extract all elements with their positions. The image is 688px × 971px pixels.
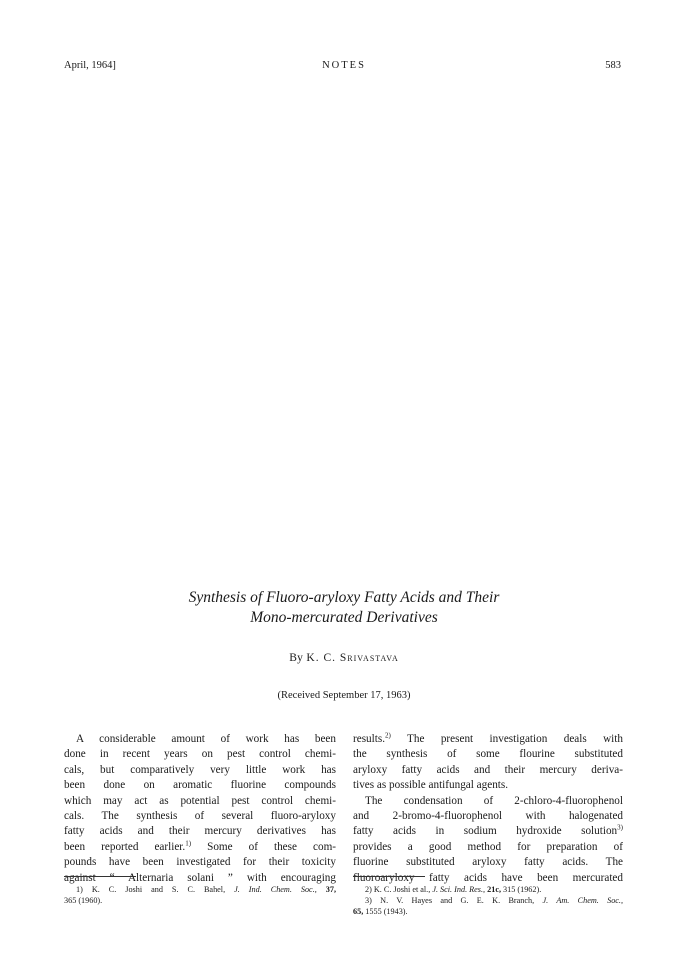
body-line: and 2-bromo-4-fluorophenol with halogenated	[353, 809, 623, 822]
footnote-authors: K. C. Joshi and S. C. Bahel,	[91, 885, 226, 894]
footnote-journal: J. Sci. Ind. Res.,	[432, 885, 486, 894]
body-column-right	[353, 732, 623, 886]
title-line-2: Mono-mercurated Derivatives	[250, 609, 438, 626]
body-line-with-ref	[353, 824, 623, 839]
title-line-1: Synthesis of Fluoro-aryloxy Fatty Acids and Their	[188, 589, 500, 606]
received-date: (Received September 17, 1963)	[277, 690, 411, 701]
footnote-journal: J. Am. Chem. Soc.,	[542, 896, 624, 905]
footnote-number: 3)	[365, 896, 372, 905]
body-line: done in recent years on pest control chemi-	[64, 748, 336, 761]
body-line: the synthesis of some flourine substituted	[353, 748, 623, 761]
author-byline	[0, 652, 688, 664]
running-header-date: April, 1964]	[64, 60, 116, 71]
footnotes-right	[353, 884, 623, 917]
body-line: aryloxy fatty acids and their mercury deriva-	[353, 763, 623, 776]
footnotes-left	[64, 884, 336, 906]
body-line-with-ref	[64, 840, 336, 855]
footnote-pages: 1555 (1943).	[365, 907, 408, 916]
footnote-rule-right	[353, 876, 425, 877]
body-line: fluoroaryloxy fatty acids have been mercurated	[353, 871, 623, 884]
body-line: tives as possible antifungal agents.	[353, 779, 509, 792]
body-line: fatty acids and their mercury derivatives has	[64, 825, 336, 838]
footnote-volume: 37,	[325, 885, 337, 894]
footnote-3	[353, 895, 623, 906]
body-line: fluorine substituted aryloxy fatty acids. The	[353, 856, 623, 869]
body-text: results.	[353, 733, 386, 745]
reference-mark: 1)	[185, 839, 192, 847]
footnote-2	[353, 884, 623, 895]
body-line: against “ Alternaria solani ” with encouraging	[64, 871, 336, 884]
body-text: fatty acids in sodium hydroxide solution	[353, 825, 618, 838]
reference-mark: 2)	[385, 731, 391, 740]
body-line: cals. The synthesis of several fluoro-aryloxy	[64, 809, 336, 822]
body-text: The present investigation deals with	[390, 733, 623, 745]
body-line: cals, but comparatively very little work has	[64, 763, 336, 776]
author-name: K. C. Srivastava	[306, 652, 399, 664]
body-line: been done on aromatic fluorine compounds	[64, 779, 336, 792]
footnote-rule-left	[64, 876, 136, 877]
byline-by: By	[289, 652, 304, 664]
running-header-section: NOTES	[322, 60, 366, 71]
body-line: which may act as potential pest control chemi-	[64, 794, 336, 807]
reference-mark: 3)	[617, 823, 623, 832]
body-line: The condensation of 2-chloro-4-fluorophenol	[365, 794, 623, 807]
footnote-journal: J. Ind. Chem. Soc.,	[234, 885, 317, 894]
body-text: Some of these com-	[191, 840, 336, 853]
page-number: 583	[605, 60, 621, 71]
footnote-3-cont	[353, 906, 623, 917]
footnote-authors: N. V. Hayes and G. E. K. Branch,	[380, 896, 535, 905]
body-line-with-ref	[353, 732, 623, 747]
footnote-authors: K. C. Joshi et al.,	[373, 885, 431, 894]
footnote-number: 1)	[76, 885, 83, 894]
article-title	[0, 588, 688, 628]
body-text: been reported earlier.	[64, 840, 186, 853]
body-column-left	[64, 732, 336, 886]
footnote-1-cont: 365 (1960).	[64, 896, 103, 905]
body-line: pounds have been investigated for their toxicity	[64, 856, 336, 869]
footnote-1	[64, 884, 336, 895]
footnote-pages: 315 (1962).	[503, 885, 542, 894]
footnote-volume: 65,	[353, 907, 364, 916]
body-line: provides a good method for preparation of	[353, 840, 623, 853]
body-line: A considerable amount of work has been	[76, 733, 336, 745]
footnote-number: 2)	[365, 885, 372, 894]
footnote-volume: 21c,	[487, 885, 501, 894]
